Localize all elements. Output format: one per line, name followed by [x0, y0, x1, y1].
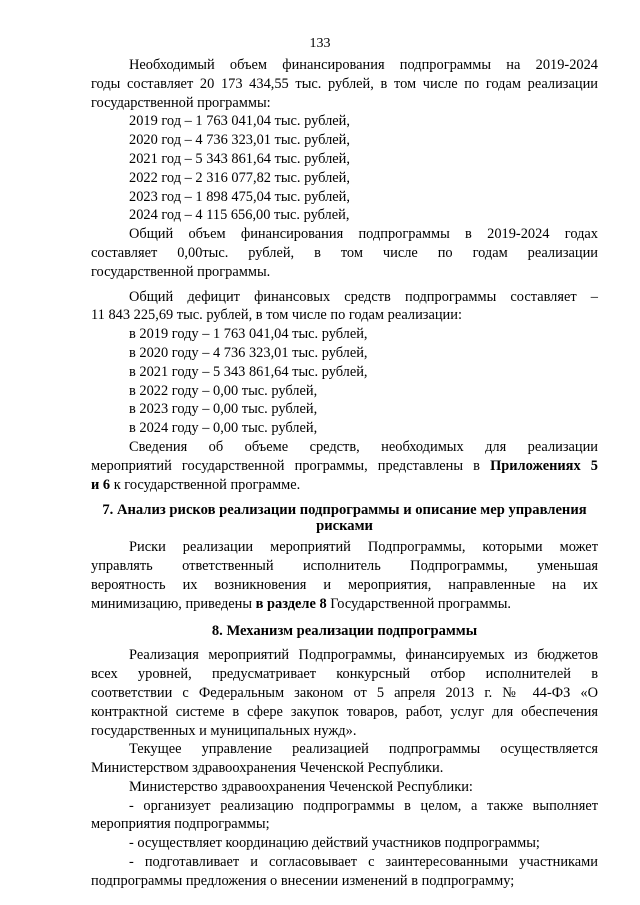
deficit-paragraph-line: 11 843 225,69 тыс. рублей, в том числе по годам реализации: — [91, 307, 462, 324]
deficit-paragraph-line: Общий дефицит финансовых средств подпрограммы составляет – — [129, 288, 598, 305]
duty-list-item-continuation: подпрограммы предложения о внесении изменений в подпрограмму; — [91, 872, 515, 889]
year-funding-item: 2022 год – 2 316 077,82 тыс. рублей, — [129, 169, 350, 186]
total-funding-line: Общий объем финансирования подпрограммы в 2019-2024 годах — [129, 226, 598, 243]
funding-paragraph-line: Необходимый объем финансирования подпрограммы на 2019-2024 — [129, 57, 598, 73]
funding-paragraph-line: государственной программы: — [91, 94, 271, 111]
year-funding-item: 2021 год – 5 343 861,64 тыс. рублей, — [129, 150, 350, 167]
year-funding-item: 2019 год – 1 763 041,04 тыс. рублей, — [129, 113, 350, 130]
section-7-heading — [91, 502, 598, 534]
management-paragraph-line: Министерством здравоохранения Чеченской Республики. — [91, 760, 444, 777]
duty-list-item: - подготавливает и согласовывает с заинтересованными участниками — [129, 854, 598, 871]
year-funding-item: 2023 год – 1 898 475,04 тыс. рублей, — [129, 188, 350, 205]
risks-bold: в разделе 8 — [255, 595, 327, 612]
year-deficit-item: в 2024 году – 0,00 тыс. рублей, — [129, 420, 318, 437]
year-deficit-item: в 2019 году – 1 763 041,04 тыс. рублей, — [129, 326, 368, 343]
mechanism-paragraph-line: Реализация мероприятий Подпрограммы, финансируемых из бюджетов — [129, 647, 598, 664]
duty-list-item: - осуществляет координацию действий участников подпрограммы; — [129, 835, 540, 852]
appendix-reference-bold: Приложениях 5 — [490, 457, 598, 474]
risks-paragraph-line: управлять ответственный исполнитель Подпрограммы, уменьшая — [91, 558, 598, 575]
appendix-reference-line — [91, 457, 598, 476]
appendix-reference-line: Сведения об объеме средств, необходимых для реализации — [129, 438, 598, 455]
risks-paragraph-line: Риски реализации мероприятий Подпрограммы, которыми может — [129, 539, 598, 556]
section-7-heading-line: рисками — [316, 518, 373, 535]
appendix-reference-text: мероприятий государственной программы, представлены в — [91, 457, 491, 474]
year-deficit-item: в 2022 году – 0,00 тыс. рублей, — [129, 382, 318, 399]
appendix-reference-bold: и 6 — [91, 476, 111, 493]
document-body — [91, 56, 598, 891]
risks-text: минимизацию, приведены — [91, 595, 256, 612]
year-funding-item: 2020 год – 4 736 323,01 тыс. рублей, — [129, 132, 350, 149]
year-funding-item: 2024 год – 4 115 656,00 тыс. рублей, — [129, 207, 350, 224]
risks-paragraph-line — [91, 595, 598, 614]
risks-paragraph-line: вероятность их возникновения и мероприятия, направленные на их — [91, 576, 598, 593]
duty-list-item: - организует реализацию подпрограммы в целом, а также выполняет — [129, 797, 598, 814]
mechanism-paragraph-line: соответствии с Федеральным законом от 5 апреля 2013 г. № 44-ФЗ «О — [91, 684, 598, 701]
funding-paragraph-line: годы составляет 20 173 434,55 тыс. рублей, в том числе по годам реализации — [91, 75, 598, 92]
section-7-heading-line: 7. Анализ рисков реализации подпрограммы и описание мер управления — [102, 502, 587, 519]
mechanism-paragraph-line: государственных и муниципальных нужд». — [91, 722, 357, 739]
year-deficit-item: в 2021 году – 5 343 861,64 тыс. рублей, — [129, 363, 368, 380]
total-funding-line: составляет 0,00тыс. рублей, в том числе по годам реализации — [91, 244, 598, 261]
section-8-heading: 8. Механизм реализации подпрограммы — [211, 622, 478, 639]
ministry-paragraph-line: Министерство здравоохранения Чеченской Республики: — [129, 778, 473, 795]
total-funding-line: государственной программы. — [91, 263, 271, 280]
year-deficit-item: в 2023 году – 0,00 тыс. рублей, — [129, 401, 318, 418]
management-paragraph-line: Текущее управление реализацией подпрограммы осуществляется — [129, 741, 598, 758]
mechanism-paragraph-line: всех уровней, предусматривает конкурсный отбор исполнителей в — [91, 666, 598, 683]
appendix-reference-text: к государственной программе. — [110, 476, 301, 493]
year-deficit-item: в 2020 году – 4 736 323,01 тыс. рублей, — [129, 344, 368, 361]
duty-list-item-continuation: мероприятия подпрограммы; — [91, 816, 270, 833]
risks-text: Государственной программы. — [326, 595, 511, 612]
mechanism-paragraph-line: контрактной системе в сфере закупок товаров, работ, услуг для обеспечения — [91, 703, 598, 720]
appendix-reference-line — [91, 476, 598, 495]
page-number: 133 — [309, 36, 331, 51]
